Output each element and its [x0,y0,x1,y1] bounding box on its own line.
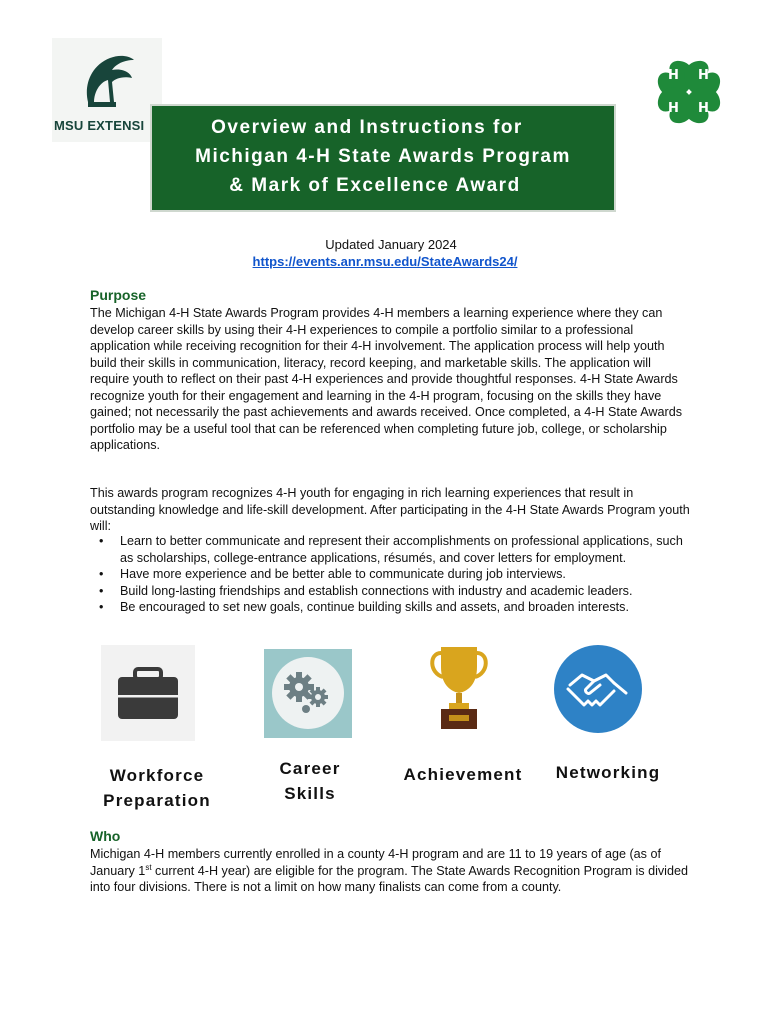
list-item: • Learn to better communicate and represent their accomplishments on professional applications, such as scholarships, college-entrance applications, résumés, and cover letters for employment. [90,533,690,566]
purpose-paragraph-1: The Michigan 4-H State Awards Program provides 4-H members a learning experience where they can develop career skills by using their 4-H experiences to compile a portfolio similar to a professional application while receiving recognition for their 4-H involvement. The application process will help youth build their skills in communication, literacy, record keeping, and marketable skills. The application will require youth to reflect on their past 4-H experiences and provide thoughtful responses. 4-H State Awards recognize youth for their engagement and learning in the 4-H program, focusing on the skills they have gained; not necessarily the past achievements and awards received. Once completed, a 4-H State Awards portfolio may be a useful tool that can be referenced when completing future job, college, or scholarship applications. [90,306,683,452]
purpose-heading: Purpose [90,287,147,303]
handshake-icon [554,645,642,733]
svg-text:H: H [698,68,709,83]
svg-text:H: H [668,101,679,116]
spartan-helmet-icon [80,52,136,114]
state-awards-link[interactable]: https://events.anr.msu.edu/StateAwards24/ [252,254,518,269]
who-heading: Who [90,828,121,844]
svg-text:H: H [668,68,679,83]
title-banner [150,104,616,212]
networking-label: Networking [555,763,661,782]
trophy-icon [427,643,491,733]
4h-clover-logo [645,48,733,136]
briefcase-icon [101,645,195,741]
list-item: • Build long-lasting friendships and establish connections with industry and academic leaders. [90,583,690,600]
achievement-label: Achievement [403,765,523,784]
title-line-1: Overview and Instructions for [211,117,523,138]
career-skills-label: Career Skills [279,759,341,803]
who-paragraph: Michigan 4-H members currently enrolled in a county 4-H program and are 11 to 19 years of age (as of January 1st current 4-H year) are eligible for the program. The State Awards Recognition Program is divided into four divisions. There is not a limit on how many finalists can come from a county. [90,847,688,894]
list-item: • Be encouraged to set new goals, continue building skills and assets, and broaden interests. [90,599,690,616]
gears-icon [264,649,352,738]
msu-extension-text: MSU EXTENSI [54,118,145,133]
title-line-3: & Mark of Excellence Award [229,175,521,196]
updated-block [0,237,770,269]
list-item: • Have more experience and be better able to communicate during job interviews. [90,566,690,583]
title-line-2: Michigan 4-H State Awards Program [195,146,571,167]
purpose-paragraph-2: This awards program recognizes 4-H youth for engaging in rich learning experiences that result in outstanding knowledge and life-skill development. After participating in the 4-H State Awards Program youth will: [90,486,690,533]
outcomes-list [90,533,690,616]
updated-date: Updated January 2024 [325,237,457,252]
svg-text:H: H [698,101,709,116]
workforce-preparation-label: Workforce Preparation [103,766,211,810]
